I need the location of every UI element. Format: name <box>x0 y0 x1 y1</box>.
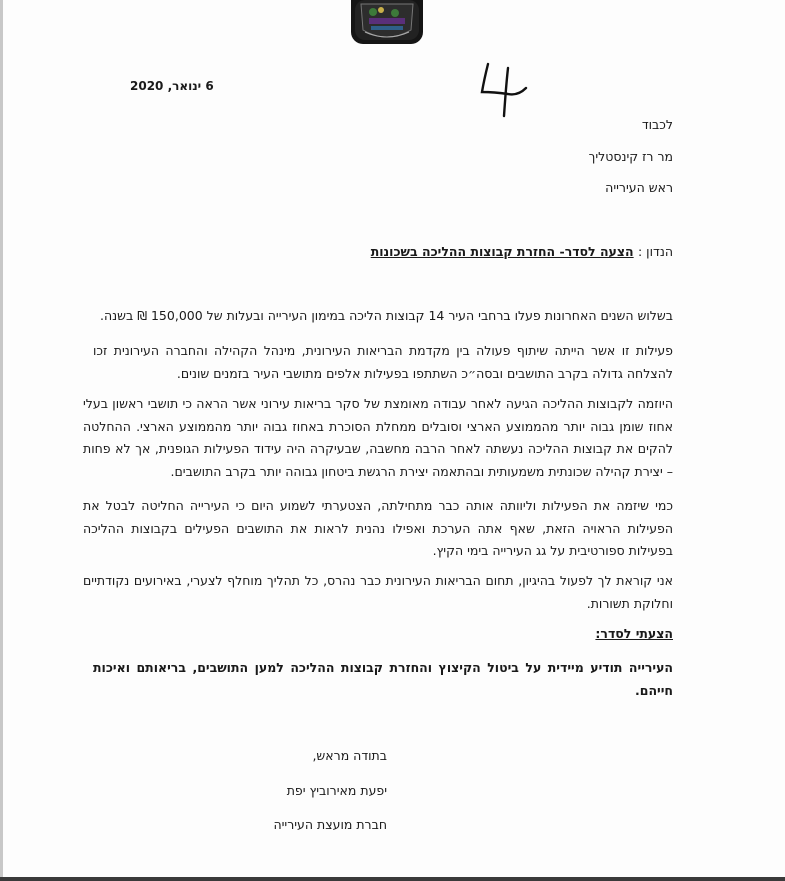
subject-label: הנדון : <box>638 244 673 259</box>
scan-edge <box>0 0 3 881</box>
logo-emblem-icon <box>351 0 423 44</box>
closing-thanks: בתודה מראש, <box>312 748 387 763</box>
recipient-name: מר רז קינסטליך <box>588 149 673 164</box>
body-paragraph-5: אני קוראת לך לפעול בהיגיון, תחום הבריאות העירונית כבר נהרס, כל תהליך מוחלף לצערי, באירועים נקודתיים וחלוקת תשורות. <box>83 573 673 611</box>
body-paragraph-2: פעילות זו אשר הייתה שיתוף פעולה בין מקדמת הבריאות העירונית, מינהל הקהילה והחברה העירונית זכו להצלחה גדולה בקרב התושבים ובסה״כ השתתפו בפעילות אלפים מתושבי העיר בזמנים שונים. <box>93 343 673 381</box>
proposal-text: העירייה תודיע מיידית על ביטול הקיצוץ והחזרת קבוצות ההליכה למען התושבים, בריאותם ואיכות חייהם. <box>93 660 673 698</box>
body-paragraph-1: בשלוש השנים האחרונות פעלו ברחבי העיר 14 קבוצות הליכה במימון העירייה ובעלות של 150,000 ₪ בשנה. <box>100 308 673 323</box>
subject-line <box>371 244 673 259</box>
scan-bottom-edge <box>0 877 785 881</box>
signer-role: חברת מועצת העירייה <box>273 817 387 832</box>
letter-date: 6 ינואר, 2020 <box>130 79 214 93</box>
recipient-salutation: לכבוד <box>641 117 673 132</box>
recipient-title: ראש העירייה <box>605 180 673 195</box>
signer-name: יפעת מאירוביץ יפת <box>286 783 387 798</box>
proposal-heading: הצעתי לסדר: <box>595 626 673 641</box>
body-paragraph-3: היוזמה לקבוצות ההליכה הגיעה לאחר עבודה מאומצת של סקר בריאות עירוני אשר הראה כי תושבי ראשון בעלי אחוז שומן גבוה יותר מהממוצע הארצי וסובלים ממחלת הסוכרת באחוז גבוה יותר מהממוצע הארצי. ההחלטה להקים את קבוצות ההליכה נעשתה לאחר הרבה מחשבה, שבעיקרה היה עידוד הפעילות הגופנית, אך לא פחות – יצירת קהילה שכונתית משמעותית ובהתאמה יצירת הרגשת ביטחון גבוהה יותר בקרב התושבים. <box>83 396 673 479</box>
municipality-logo <box>351 0 423 44</box>
handwritten-number-mark <box>474 58 534 122</box>
subject-title: הצעה לסדר- החזרת קבוצות ההליכה בשכונות <box>370 244 634 259</box>
body-paragraph-4: כמי שיזמה את הפעילות וליוותה אותה כבר מתחילתה, הצטערתי לשמוע היום כי העירייה החליטה לבטל את הפעילות הראויה הזאת, שאף אתה הערכת ואפילו נהנית לראות את התושבים הפעילים בקבוצות ההליכה בפעילות ספורטיבית על גג העירייה בימי הקיץ. <box>83 498 673 558</box>
